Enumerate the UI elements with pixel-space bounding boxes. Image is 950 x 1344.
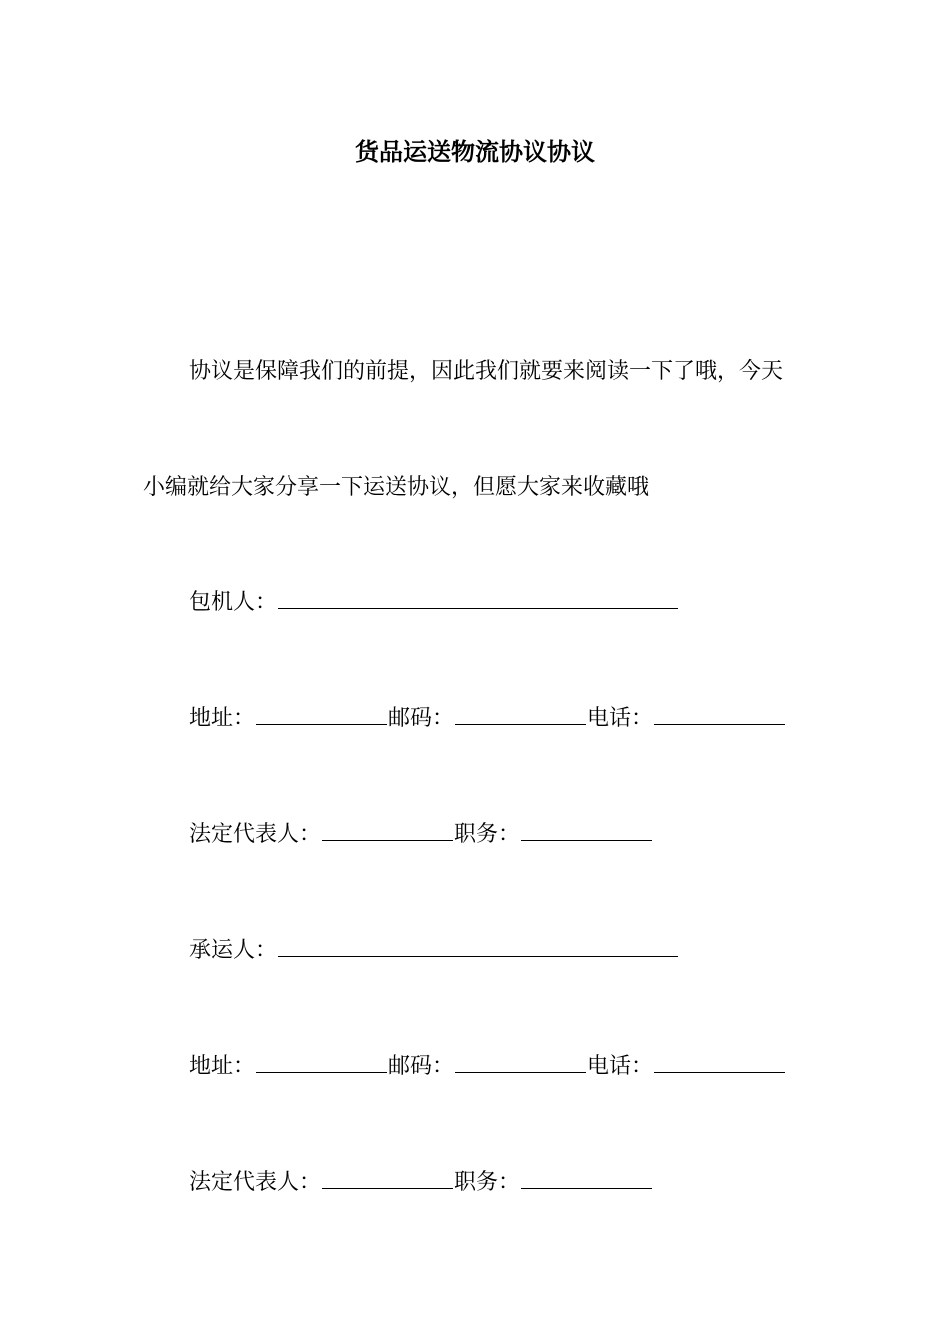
phone-label: 电话： bbox=[587, 706, 654, 731]
carrier-row bbox=[189, 934, 679, 967]
carrier-representative-row bbox=[189, 1166, 653, 1199]
postcode-label: 邮码： bbox=[388, 706, 455, 731]
phone-blank bbox=[654, 1050, 785, 1073]
intro-paragraph-line-2: 小编就给大家分享一下运送协议，但愿大家来收藏哦 bbox=[143, 475, 650, 500]
charterer-blank bbox=[278, 586, 678, 609]
phone-label: 电话： bbox=[587, 1054, 654, 1079]
legal-rep-label: 法定代表人： bbox=[189, 822, 322, 847]
address-label: 地址： bbox=[189, 706, 256, 731]
legal-rep-label: 法定代表人： bbox=[189, 1170, 322, 1195]
legal-rep-blank bbox=[322, 1166, 453, 1189]
position-blank bbox=[521, 1166, 652, 1189]
charterer-representative-row bbox=[189, 818, 653, 851]
phone-blank bbox=[654, 702, 785, 725]
address-label: 地址： bbox=[189, 1054, 256, 1079]
intro-paragraph-line-1: 协议是保障我们的前提，因此我们就要来阅读一下了哦，今天 bbox=[189, 359, 784, 384]
document-title: 货品运送物流协议协议 bbox=[355, 137, 595, 166]
postcode-label: 邮码： bbox=[388, 1054, 455, 1079]
position-blank bbox=[521, 818, 652, 841]
legal-rep-blank bbox=[322, 818, 453, 841]
carrier-contact-row bbox=[189, 1050, 786, 1083]
position-label: 职务： bbox=[454, 822, 521, 847]
carrier-label: 承运人： bbox=[189, 938, 278, 963]
charterer-label: 包机人： bbox=[189, 590, 278, 615]
charterer-contact-row bbox=[189, 702, 786, 735]
address-blank bbox=[256, 702, 387, 725]
charterer-row bbox=[189, 586, 679, 619]
postcode-blank bbox=[455, 702, 586, 725]
carrier-blank bbox=[278, 934, 678, 957]
address-blank bbox=[256, 1050, 387, 1073]
position-label: 职务： bbox=[454, 1170, 521, 1195]
postcode-blank bbox=[455, 1050, 586, 1073]
